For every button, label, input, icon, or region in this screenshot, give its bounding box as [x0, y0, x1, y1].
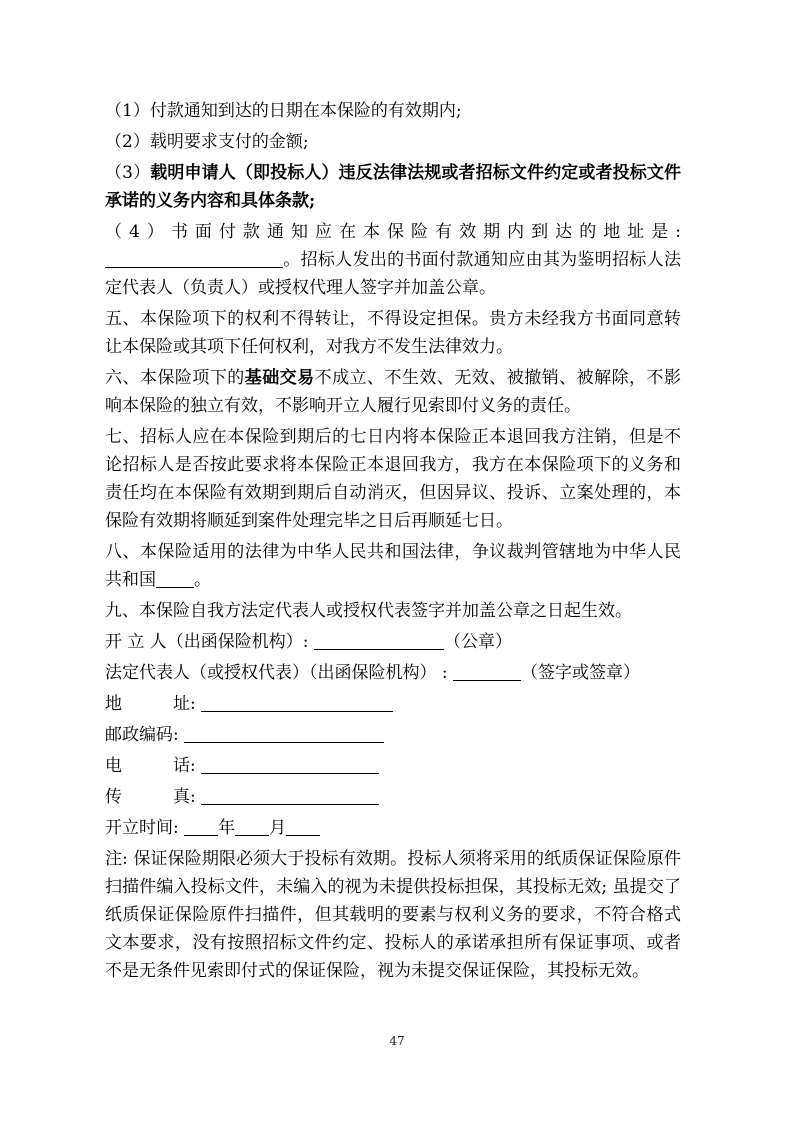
- fax-line: [105, 783, 681, 811]
- text-segment: 不成立、不生效、无效、被撤销、被解除，不影响本保险的独立有效，不影响开立人履行见索即付义务的责任。: [105, 368, 681, 416]
- text-segment: 注: 保证保险期限必须大于投标有效期。投标人须将采用的纸质保证保险原件扫描件编入投标文件，未编入的视为未提供投标担保，其投标无效; 虽提交了纸质保证保险原件扫描件，但其载明的要素与权利义务的要求，不符合格式文本要求，没有按照招标文件约定、投标人的承诺承担所有保证事项、或者不是无条件见索即付式的保证保险，视为未提交保证保险，其投标无效。: [105, 849, 681, 981]
- text-segment: 九、本保险自我方法定代表人或授权代表签字并加盖公章之日起生效。: [105, 601, 632, 621]
- text-segment: 八、本保险适用的法律为中华人民共和国法律，争议裁判管辖地为中华人民共和国: [105, 542, 681, 590]
- text-segment: 法定代表人（或授权代表）（出函保险机构） :: [105, 663, 454, 683]
- blank-underline: [201, 788, 379, 805]
- blank-underline: [453, 664, 521, 681]
- text-segment: 电 话:: [105, 756, 202, 776]
- text-segment: 邮政编码:: [105, 725, 185, 745]
- text-segment: （1）付款通知到达的日期在本保险的有效期内;: [105, 101, 462, 121]
- item-4: [105, 218, 681, 302]
- text-segment: （签字或签章）: [521, 663, 641, 683]
- text-segment: 基础交易: [244, 368, 315, 388]
- clause-6: [105, 364, 681, 420]
- blank-underline: [184, 819, 218, 836]
- issuer-line: [105, 628, 681, 656]
- blank-underline: [235, 819, 269, 836]
- clause-9: [105, 597, 681, 625]
- address-line: [105, 690, 681, 718]
- text-segment: 年: [218, 818, 236, 838]
- postcode-line: [105, 721, 681, 749]
- text-segment: 七、招标人应在本保险到期后的七日内将本保险正本退回我方注销，但是不论招标人是否按此要求将本保险正本退回我方，我方在本保险项下的义务和责任均在本保险有效期到期后自动消灭，但因异议、投诉、立案处理的，本保险有效期将顺延到案件处理完毕之日后再顺延七日。: [105, 427, 681, 531]
- text-segment: 五、本保险项下的权利不得转让，不得设定担保。贵方未经我方书面同意转让本保险或其项下任何权利，对我方不发生法律效力。: [105, 309, 681, 357]
- text-segment: （4）书面付款通知应在本保险有效期内到达的地址是:: [105, 222, 681, 242]
- page-number: 47: [389, 1034, 405, 1048]
- text-segment: 载明申请人（即投标人）违反法律法规或者招标文件约定或者投标文件承诺的义务内容和具体条款;: [105, 163, 681, 211]
- text-segment: （3）: [105, 163, 151, 183]
- clause-8: [105, 538, 681, 594]
- text-segment: 开 立 人（出函保险机构）:: [105, 632, 314, 652]
- text-segment: 开立时间:: [105, 818, 185, 838]
- blank-underline: [105, 251, 283, 268]
- text-segment: 传 真:: [105, 787, 202, 807]
- blank-underline: [184, 726, 384, 743]
- document-body: [105, 97, 681, 988]
- text-segment: 。招标人发出的书面付款通知应由其为鉴明招标人法定代表人（负责人）或授权代理人签字并加盖公章。: [105, 250, 681, 298]
- text-segment: 。: [194, 570, 211, 590]
- blank-underline: [201, 757, 379, 774]
- legal-rep-line: [105, 659, 681, 687]
- item-2: [105, 128, 681, 156]
- clause-5: [105, 305, 681, 361]
- text-segment: （2）载明要求支付的金额;: [105, 132, 309, 152]
- note: [105, 845, 681, 985]
- text-segment: 地 址:: [105, 694, 202, 714]
- blank-underline: [201, 695, 393, 712]
- text-segment: 六、本保险项下的: [105, 368, 245, 388]
- blank-underline: [156, 571, 194, 588]
- item-3: [105, 159, 681, 215]
- clause-7: [105, 423, 681, 535]
- text-segment: （公章）: [443, 632, 512, 652]
- issue-date-line: [105, 814, 681, 842]
- item-1: [105, 97, 681, 125]
- phone-line: [105, 752, 681, 780]
- blank-underline: [314, 633, 444, 650]
- text-segment: 月: [269, 818, 287, 838]
- blank-underline: [286, 819, 320, 836]
